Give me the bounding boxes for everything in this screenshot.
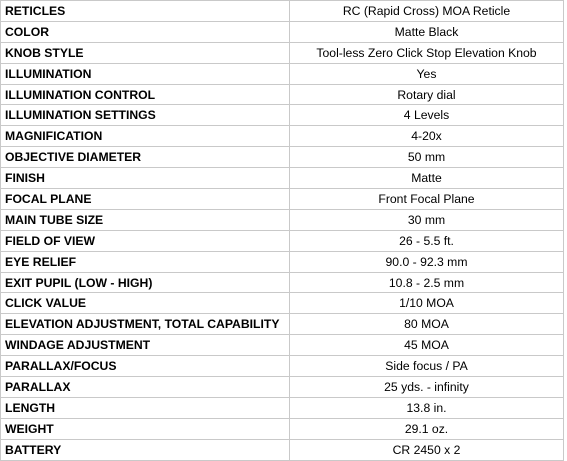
spec-label-elevation-adjustment: ELEVATION ADJUSTMENT, TOTAL CAPABILITY	[1, 314, 290, 335]
spec-row	[1, 251, 564, 272]
spec-label-field-of-view: FIELD OF VIEW	[1, 230, 290, 251]
spec-value-weight: 29.1 oz.	[290, 418, 564, 439]
spec-label-click-value: CLICK VALUE	[1, 293, 290, 314]
spec-value-magnification: 4-20x	[290, 126, 564, 147]
spec-row	[1, 209, 564, 230]
spec-label-color: COLOR	[1, 21, 290, 42]
spec-row	[1, 230, 564, 251]
spec-table-body	[1, 1, 564, 461]
spec-row	[1, 377, 564, 398]
spec-value-click-value: 1/10 MOA	[290, 293, 564, 314]
spec-label-main-tube-size: MAIN TUBE SIZE	[1, 209, 290, 230]
spec-value-reticles: RC (Rapid Cross) MOA Reticle	[290, 1, 564, 22]
spec-row	[1, 314, 564, 335]
spec-row	[1, 105, 564, 126]
spec-row	[1, 63, 564, 84]
spec-row	[1, 21, 564, 42]
spec-label-reticles: RETICLES	[1, 1, 290, 22]
spec-label-focal-plane: FOCAL PLANE	[1, 189, 290, 210]
spec-row	[1, 272, 564, 293]
spec-label-knob-style: KNOB STYLE	[1, 42, 290, 63]
spec-row	[1, 356, 564, 377]
spec-label-finish: FINISH	[1, 168, 290, 189]
spec-label-weight: WEIGHT	[1, 418, 290, 439]
spec-value-eye-relief: 90.0 - 92.3 mm	[290, 251, 564, 272]
spec-row	[1, 84, 564, 105]
spec-value-objective-diameter: 50 mm	[290, 147, 564, 168]
spec-value-illumination: Yes	[290, 63, 564, 84]
spec-value-focal-plane: Front Focal Plane	[290, 189, 564, 210]
spec-row	[1, 397, 564, 418]
spec-value-exit-pupil: 10.8 - 2.5 mm	[290, 272, 564, 293]
spec-row	[1, 1, 564, 22]
spec-value-length: 13.8 in.	[290, 397, 564, 418]
spec-value-elevation-adjustment: 80 MOA	[290, 314, 564, 335]
spec-row	[1, 335, 564, 356]
spec-label-exit-pupil: EXIT PUPIL (LOW - HIGH)	[1, 272, 290, 293]
spec-value-parallax: 25 yds. - infinity	[290, 377, 564, 398]
spec-row	[1, 168, 564, 189]
spec-value-field-of-view: 26 - 5.5 ft.	[290, 230, 564, 251]
spec-row	[1, 439, 564, 460]
spec-row	[1, 126, 564, 147]
spec-label-windage-adjustment: WINDAGE ADJUSTMENT	[1, 335, 290, 356]
spec-label-battery: BATTERY	[1, 439, 290, 460]
spec-label-length: LENGTH	[1, 397, 290, 418]
spec-label-magnification: MAGNIFICATION	[1, 126, 290, 147]
spec-value-battery: CR 2450 x 2	[290, 439, 564, 460]
spec-value-windage-adjustment: 45 MOA	[290, 335, 564, 356]
spec-label-illumination: ILLUMINATION	[1, 63, 290, 84]
spec-value-illumination-settings: 4 Levels	[290, 105, 564, 126]
spec-row	[1, 293, 564, 314]
spec-row	[1, 189, 564, 210]
spec-value-finish: Matte	[290, 168, 564, 189]
spec-value-knob-style: Tool-less Zero Click Stop Elevation Knob	[290, 42, 564, 63]
spec-row	[1, 418, 564, 439]
spec-value-illumination-control: Rotary dial	[290, 84, 564, 105]
spec-label-illumination-control: ILLUMINATION CONTROL	[1, 84, 290, 105]
spec-value-color: Matte Black	[290, 21, 564, 42]
spec-label-objective-diameter: OBJECTIVE DIAMETER	[1, 147, 290, 168]
spec-label-eye-relief: EYE RELIEF	[1, 251, 290, 272]
spec-value-parallax-focus: Side focus / PA	[290, 356, 564, 377]
spec-row	[1, 147, 564, 168]
spec-label-parallax: PARALLAX	[1, 377, 290, 398]
spec-row	[1, 42, 564, 63]
spec-label-illumination-settings: ILLUMINATION SETTINGS	[1, 105, 290, 126]
spec-label-parallax-focus: PARALLAX/FOCUS	[1, 356, 290, 377]
spec-value-main-tube-size: 30 mm	[290, 209, 564, 230]
